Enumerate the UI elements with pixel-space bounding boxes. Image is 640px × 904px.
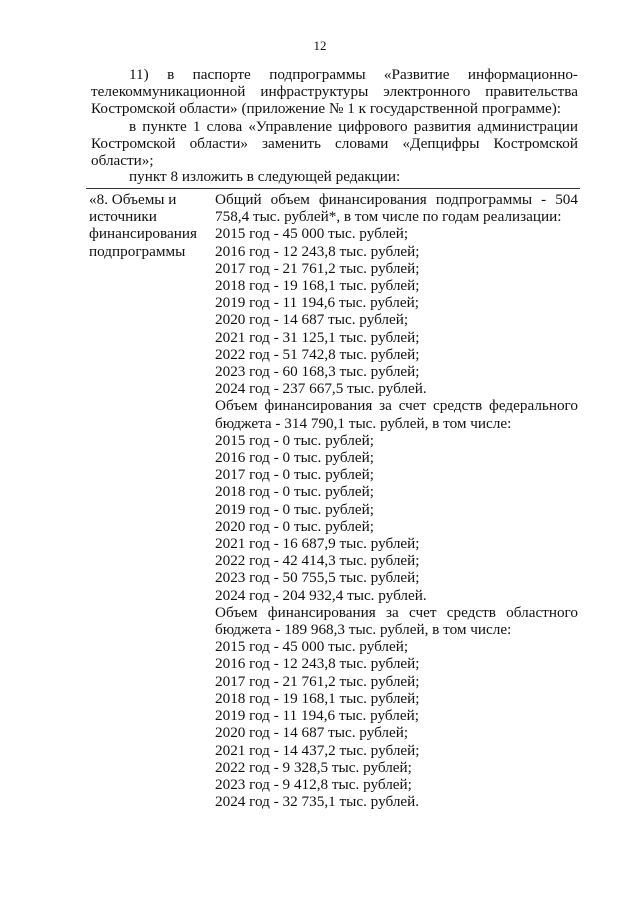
regional-year-list — [215, 638, 578, 810]
year-line: 2016 год - 0 тыс. рублей; — [215, 449, 374, 467]
year-line: 2024 год - 237 667,5 тыс. рублей. — [215, 380, 427, 398]
year-line: 2019 год - 11 194,6 тыс. рублей; — [215, 294, 419, 312]
year-line: 2023 год - 9 412,8 тыс. рублей; — [215, 775, 412, 793]
table-row-label: «8. Объемы и источники финансирования подпрограммы — [89, 191, 197, 260]
year-line: 2021 год - 16 687,9 тыс. рублей; — [215, 535, 420, 553]
year-line: 2015 год - 45 000 тыс. рублей; — [215, 638, 409, 656]
year-line: 2016 год - 12 243,8 тыс. рублей; — [215, 242, 420, 260]
year-line: 2015 год - 0 тыс. рублей; — [215, 431, 374, 449]
year-line: 2024 год - 32 735,1 тыс. рублей. — [215, 793, 420, 811]
year-line: 2017 год - 0 тыс. рублей; — [215, 466, 374, 484]
year-line: 2023 год - 50 755,5 тыс. рублей; — [215, 569, 420, 587]
year-line: 2018 год - 19 168,1 тыс. рублей; — [215, 277, 420, 295]
year-line: 2017 год - 21 761,2 тыс. рублей; — [215, 259, 420, 277]
year-line: 2017 год - 21 761,2 тыс. рублей; — [215, 672, 420, 690]
replace-paragraph: в пункте 1 слова «Управление цифрового развития администрации Костромской области» заменить словами «Депцифры Костромской области»; — [91, 118, 578, 170]
year-line: 2020 год - 14 687 тыс. рублей; — [215, 311, 409, 329]
year-line: 2019 год - 0 тыс. рублей; — [215, 500, 374, 518]
year-line: 2020 год - 0 тыс. рублей; — [215, 517, 374, 535]
year-line: 2018 год - 0 тыс. рублей; — [215, 483, 374, 501]
federal-year-list — [215, 432, 578, 604]
year-line: 2021 год - 14 437,2 тыс. рублей; — [215, 741, 420, 759]
total-year-list — [215, 225, 578, 397]
table-row-content — [215, 191, 578, 810]
year-line: 2019 год - 11 194,6 тыс. рублей; — [215, 707, 419, 725]
year-line: 2018 год - 19 168,1 тыс. рублей; — [215, 689, 420, 707]
year-line: 2023 год - 60 168,3 тыс. рублей; — [215, 363, 420, 381]
year-line: 2022 год - 51 742,8 тыс. рублей; — [215, 345, 420, 363]
federal-financing-text: Объем финансирования за счет средств федерального бюджета - 314 790,1 тыс. рублей, в том числе: — [215, 397, 578, 432]
table-top-border — [86, 188, 580, 189]
year-line: 2024 год - 204 932,4 тыс. рублей. — [215, 586, 427, 604]
year-line: 2021 год - 31 125,1 тыс. рублей; — [215, 328, 420, 346]
year-line: 2016 год - 12 243,8 тыс. рублей; — [215, 655, 420, 673]
year-line: 2022 год - 42 414,3 тыс. рублей; — [215, 552, 420, 570]
year-line: 2022 год - 9 328,5 тыс. рублей; — [215, 758, 412, 776]
year-line: 2015 год - 45 000 тыс. рублей; — [215, 225, 409, 243]
intro-paragraph: 11) в паспорте подпрограммы «Развитие информационно-телекоммуникационной инфраструктуры электронного правительства Костромской области» (приложение № 1 к государственной программе): — [91, 66, 578, 118]
regional-financing-text: Объем финансирования за счет средств областного бюджета - 189 968,3 тыс. рублей, в том числе: — [215, 603, 578, 639]
page-number: 12 — [313, 38, 327, 53]
point8-paragraph: пункт 8 изложить в следующей редакции: — [129, 168, 401, 185]
year-line: 2020 год - 14 687 тыс. рублей; — [215, 724, 409, 742]
total-financing-text: Общий объем финансирования подпрограммы - 504 758,4 тыс. рублей*, в том числе по годам реализации: — [215, 191, 578, 226]
